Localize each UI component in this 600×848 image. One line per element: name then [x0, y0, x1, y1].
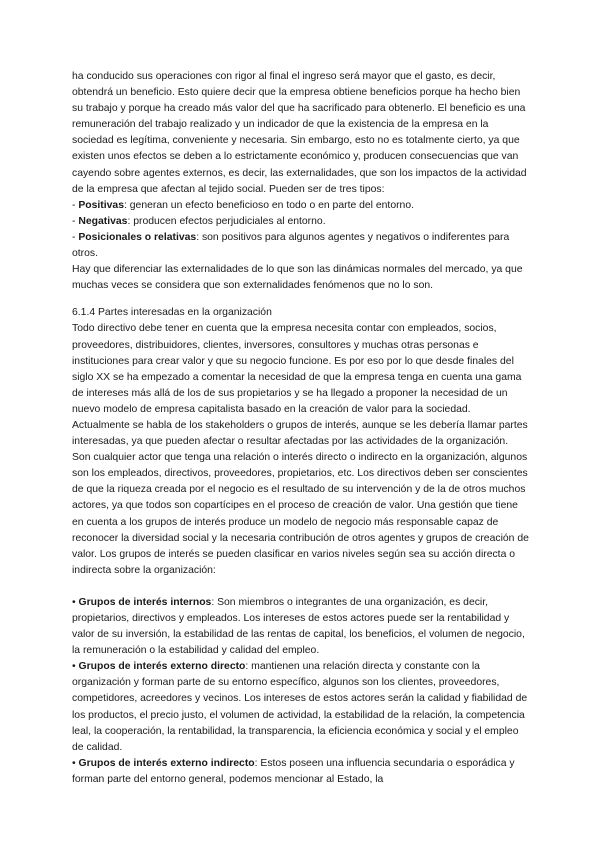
- term-negative: Negativas: [78, 215, 128, 227]
- term-positional: Posicionales o relativas: [78, 231, 197, 243]
- group-internal: • Grupos de interés internos: Son miembros o integrantes de una organización, es decir, propietarios, directivos y empleados. Los intereses de estos actores puede ser la rentabilidad y valor de su inversión, la estabilidad de las rentas de capital, los beneficios, el volumen de negocio, la remuneración o la estabilidad y calidad del empleo.: [72, 596, 525, 657]
- document-page: [72, 69, 530, 788]
- term-external-indirect: Grupos de interés externo indirecto: [78, 757, 255, 769]
- intro-paragraph: ha conducido sus operaciones con rigor al final el ingreso será mayor que el gasto, es decir, obtendrá un beneficio. Esto quiere decir que la empresa obtiene beneficios porque ha hecho bien su trabajo y porque ha creado más valor del que ha sacrificado para obtenerlo. El beneficio es una remuneración del trabajo realizado y un indicador de que la existencia de la empresa en la sociedad es legítima, conveniente y necesaria. Sin embargo, esto no es totalmente cierto, ya que existen unos efectos se deben a lo estrictamente económico y, producen consecuencias que van cayendo sobre agentes externos, es decir, las externalidades, que son los impactos de la actividad de la empresa que afectan al tejido social. Pueden ser de tres tipos:: [72, 71, 527, 195]
- section-paragraph-2: Son cualquier actor que tenga una relación o interés directo o indirecto en la organización, algunos son los empleados, directivos, proveedores, propietarios, etc. Los directivos deben ser conscientes de que la riqueza creada por el negocio es el resultado de su intervención y de la de otros muchos actores, ya que todos son copartícipes en el proceso de creación de valor. Una gestión que tiene en cuenta a los grupos de interés produce un modelo de negocio más responsable capaz de reconocer la diversidad social y la necesaria contribución de otros agentes y grupos de creación de valor. Los grupos de interés se pueden clasificar en varios niveles según sea su acción directa o indirecta sobre la organización:: [72, 452, 529, 576]
- externality-type-negative: - Negativas: producen efectos perjudiciales al entorno.: [72, 215, 326, 227]
- externality-type-positive: - Positivas: generan un efecto beneficioso en todo o en parte del entorno.: [72, 199, 414, 211]
- spacer: [72, 579, 530, 595]
- term-positive: Positivas: [78, 199, 124, 211]
- externality-type-positional: - Posicionales o relativas: son positivos para algunos agentes y negativos o indiferentes para otros.: [72, 231, 510, 260]
- intro-closing-paragraph: Hay que diferenciar las externalidades de lo que son las dinámicas normales del mercado, ya que muchas veces se considera que son externalidades fenómenos que no lo son.: [72, 264, 523, 292]
- section-heading: 6.1.4 Partes interesadas en la organización: [72, 307, 272, 319]
- term-external-direct: Grupos de interés externo directo: [78, 661, 246, 673]
- term-internal: Grupos de interés internos: [78, 596, 212, 608]
- section-paragraph-1: Todo directivo debe tener en cuenta que la empresa necesita contar con empleados, socios, proveedores, distribuidores, clientes, inversores, consultores y muchas otras personas e instituciones para crear valor y que su negocio funcione. Es por eso por lo que desde finales del siglo XX se ha empezado a comentar la necesidad de que la empresa tenga en cuenta una gama de intereses más allá de los de sus propietarios y se ha llegado a proponer la necesidad de un nuevo modelo de empresa capitalista basado en la creación de valor para la sociedad. Actualmente se habla de los stakeholders o grupos de interés, aunque se les debería llamar partes interesadas, ya que pueden afectar o resultar afectadas por las actividades de la organización.: [72, 323, 528, 448]
- spacer: [72, 294, 530, 305]
- group-external-indirect: • Grupos de interés externo indirecto: Estos poseen una influencia secundaria o esporádica y forman parte del entorno general, podemos mencionar al Estado, la: [72, 757, 515, 785]
- group-external-direct: • Grupos de interés externo directo: mantienen una relación directa y constante con la organización y forman parte de su entorno específico, algunos son los clientes, proveedores, competidores, acreedores y vecinos. Los intereses de estos actores serán la calidad y fiabilidad de los productos, el precio justo, el volumen de actividad, la estabilidad de la relación, la competencia leal, la cooperación, la rentabilidad, la transparencia, la eficiencia económica y social y el empleo de calidad.: [72, 661, 528, 753]
